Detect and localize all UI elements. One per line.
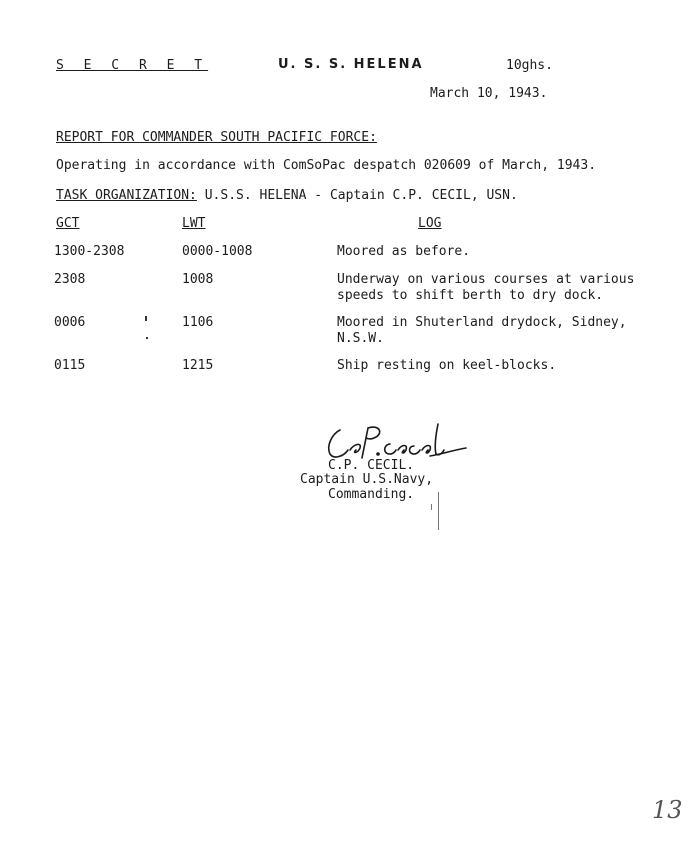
operating-line: Operating in accordance with ComSoPac despatch 020609 of March, 1943.	[56, 158, 597, 173]
column-header-lwt: LWT	[182, 216, 206, 231]
time-label: 10ghs.	[506, 58, 553, 73]
entry-log: speeds to shift berth to dry dock.	[337, 288, 604, 303]
signer-name: C.P. CECIL.	[328, 458, 415, 473]
task-organization-line	[56, 188, 518, 203]
classification-label: S E C R E T	[56, 58, 209, 73]
entry-log: Underway on various courses at various	[337, 272, 635, 287]
entry-log: Ship resting on keel-blocks.	[337, 358, 557, 373]
report-heading: REPORT FOR COMMANDER SOUTH PACIFIC FORCE:	[56, 130, 377, 145]
ship-name: U. S. S. HELENA	[278, 57, 424, 72]
entry-gct: 1300-2308	[54, 244, 125, 259]
entry-lwt: 1008	[182, 272, 214, 287]
task-organization-label: TASK ORGANIZATION:	[56, 188, 197, 203]
signer-role: Commanding.	[328, 487, 415, 502]
column-header-log: LOG	[418, 216, 442, 231]
entry-gct: 0006	[54, 315, 86, 330]
stray-mark	[145, 316, 147, 321]
entry-lwt: 0000-1008	[182, 244, 253, 259]
report-date: March 10, 1943.	[430, 86, 548, 101]
entry-gct: 0115	[54, 358, 86, 373]
entry-log: Moored in Shuterland drydock, Sidney,	[337, 315, 627, 330]
entry-log: N.S.W.	[337, 331, 384, 346]
stray-mark	[431, 504, 432, 510]
entry-log: Moored as before.	[337, 244, 471, 259]
stray-mark	[438, 492, 439, 530]
task-organization-text: U.S.S. HELENA - Captain C.P. CECIL, USN.	[196, 188, 518, 203]
column-header-gct: GCT	[56, 216, 80, 231]
stray-mark	[146, 337, 148, 339]
signer-rank: Captain U.S.Navy,	[300, 472, 434, 487]
entry-lwt: 1106	[182, 315, 214, 330]
entry-lwt: 1215	[182, 358, 214, 373]
entry-gct: 2308	[54, 272, 86, 287]
page-number: 13	[652, 796, 683, 824]
